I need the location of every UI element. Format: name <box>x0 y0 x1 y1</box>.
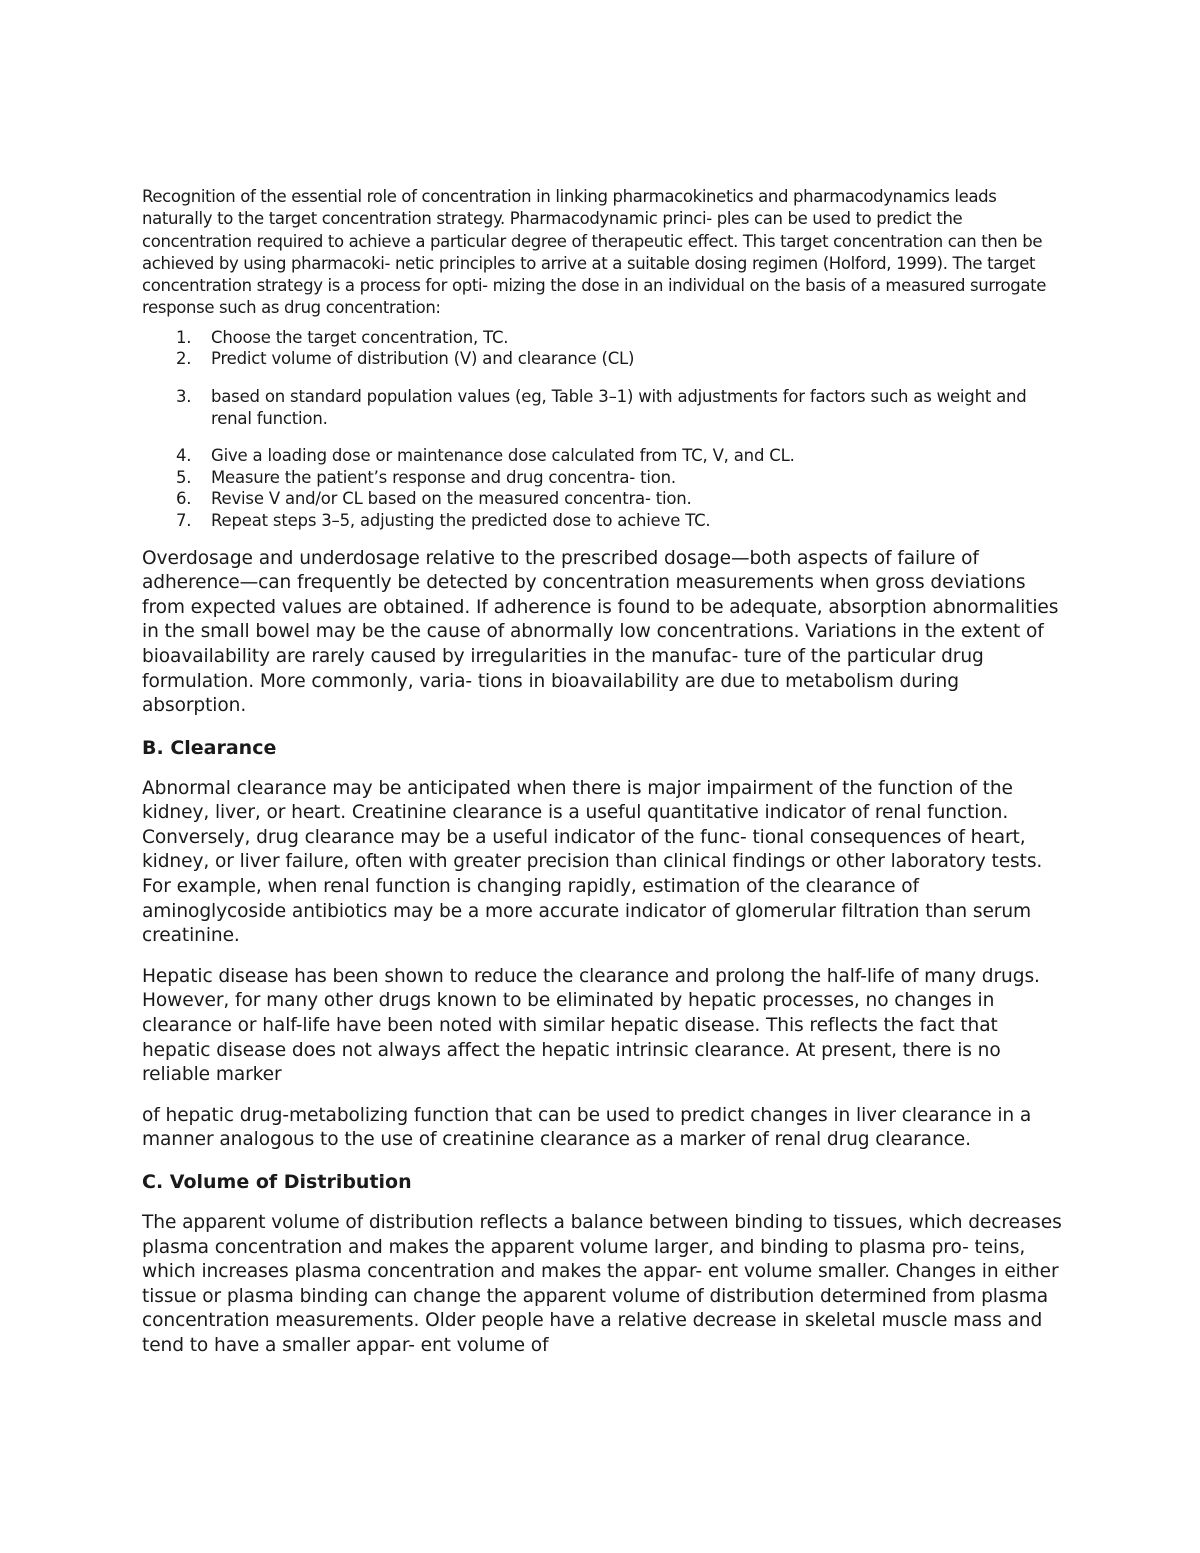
list-item-number: 2. <box>176 349 192 369</box>
list-item-text: Give a loading dose or maintenance dose calculated from TC, V, and CL. <box>211 446 795 466</box>
list-item-number: 6. <box>176 489 192 509</box>
list-item <box>142 467 1062 489</box>
target-concentration-steps <box>142 327 1062 532</box>
list-item <box>142 510 1062 532</box>
list-item-text: Revise V and/or CL based on the measured concentra- tion. <box>211 489 692 509</box>
list-item <box>142 327 1062 349</box>
list-item-text: Measure the patient’s response and drug concentra- tion. <box>211 467 676 487</box>
list-item <box>142 386 1062 429</box>
clearance-paragraph-2: Hepatic disease has been shown to reduce the clearance and prolong the half-life of many drugs. However, for many other drugs known to be eliminated by hepatic processes, no changes in clearance or half-life have been noted with similar hepatic disease. This reflects the fact that hepatic disease does not always affect the hepatic intrinsic clearance. At present, there is no reliable marker <box>142 965 1040 1086</box>
intro-paragraph: Recognition of the essential role of concentration in linking pharmacokinetics and pharmacodynamics leads naturally to the target concentration strategy. Pharmacodynamic princi- ples can be used to predict the concentration required to achieve a particular degree of therapeutic effect. This target concentration can then be achieved by using pharmacoki- netic principles to arrive at a suitable dosing regimen (Holford, 1999). The target concentration strategy is a process for opti- mizing the dose in an individual on the basis of a measured surrogate response such as drug concentration: <box>142 187 1047 318</box>
list-item-number: 1. <box>176 327 192 347</box>
volume-paragraph-1: The apparent volume of distribution reflects a balance between binding to tissues, which decreases plasma concentration and makes the apparent volume larger, and binding to plasma pro- teins, which increases plasma concentration and makes the appar- ent volume smaller. Changes in either tissue or plasma binding can change the apparent volume of distribution determined from plasma concentration measurements. Older people have a relative decrease in skeletal muscle mass and tend to have a smaller appar- ent volume of <box>142 1212 1062 1356</box>
list-item-number: 7. <box>176 510 192 530</box>
list-item-text: Repeat steps 3–5, adjusting the predicted dose to achieve TC. <box>211 510 711 530</box>
section-heading-clearance: B. Clearance <box>142 736 277 759</box>
list-item-number: 4. <box>176 446 192 466</box>
clearance-paragraph-3: of hepatic drug-metabolizing function that can be used to predict changes in liver clearance in a manner analogous to the use of creatinine clearance as a marker of renal drug clearance. <box>142 1104 1032 1151</box>
list-item-text: based on standard population values (eg, Table 3–1) with adjustments for factors such as weight and renal function. <box>211 386 1027 428</box>
section-heading-volume-of-distribution: C. Volume of Distribution <box>142 1171 412 1193</box>
adherence-paragraph: Overdosage and underdosage relative to the prescribed dosage—both aspects of failure of adherence—can frequently be detected by concentration measurements when gross deviations from expected values are obtained. If adherence is found to be adequate, absorption abnormalities in the small bowel may be the cause of abnormally low concentrations. Variations in the extent of bioavailability are rarely caused by irregularities in the manufac- ture of the particular drug formulation. More commonly, varia- tions in bioavailability are due to metabolism during absorption. <box>142 547 1059 717</box>
list-item-text: Choose the target concentration, TC. <box>211 327 509 347</box>
list-item <box>142 488 1062 510</box>
list-item-number: 5. <box>176 467 192 487</box>
list-item-text: Predict volume of distribution (V) and clearance (CL) <box>211 349 635 369</box>
list-item <box>142 445 1062 467</box>
list-item-number: 3. <box>176 386 192 406</box>
clearance-paragraph-1: Abnormal clearance may be anticipated when there is major impairment of the function of the kidney, liver, or heart. Creatinine clearance is a useful quantitative indicator of renal function. Conversely, drug clearance may be a useful indicator of the func- tional consequences of heart, kidney, or liver failure, often with greater precision than clinical findings or other laboratory tests. For example, when renal function is changing rapidly, estimation of the clearance of aminoglycoside antibiotics may be a more accurate indicator of glomerular filtration than serum creatinine. <box>142 777 1043 947</box>
list-item <box>142 348 1062 370</box>
document-page <box>142 186 1062 1375</box>
